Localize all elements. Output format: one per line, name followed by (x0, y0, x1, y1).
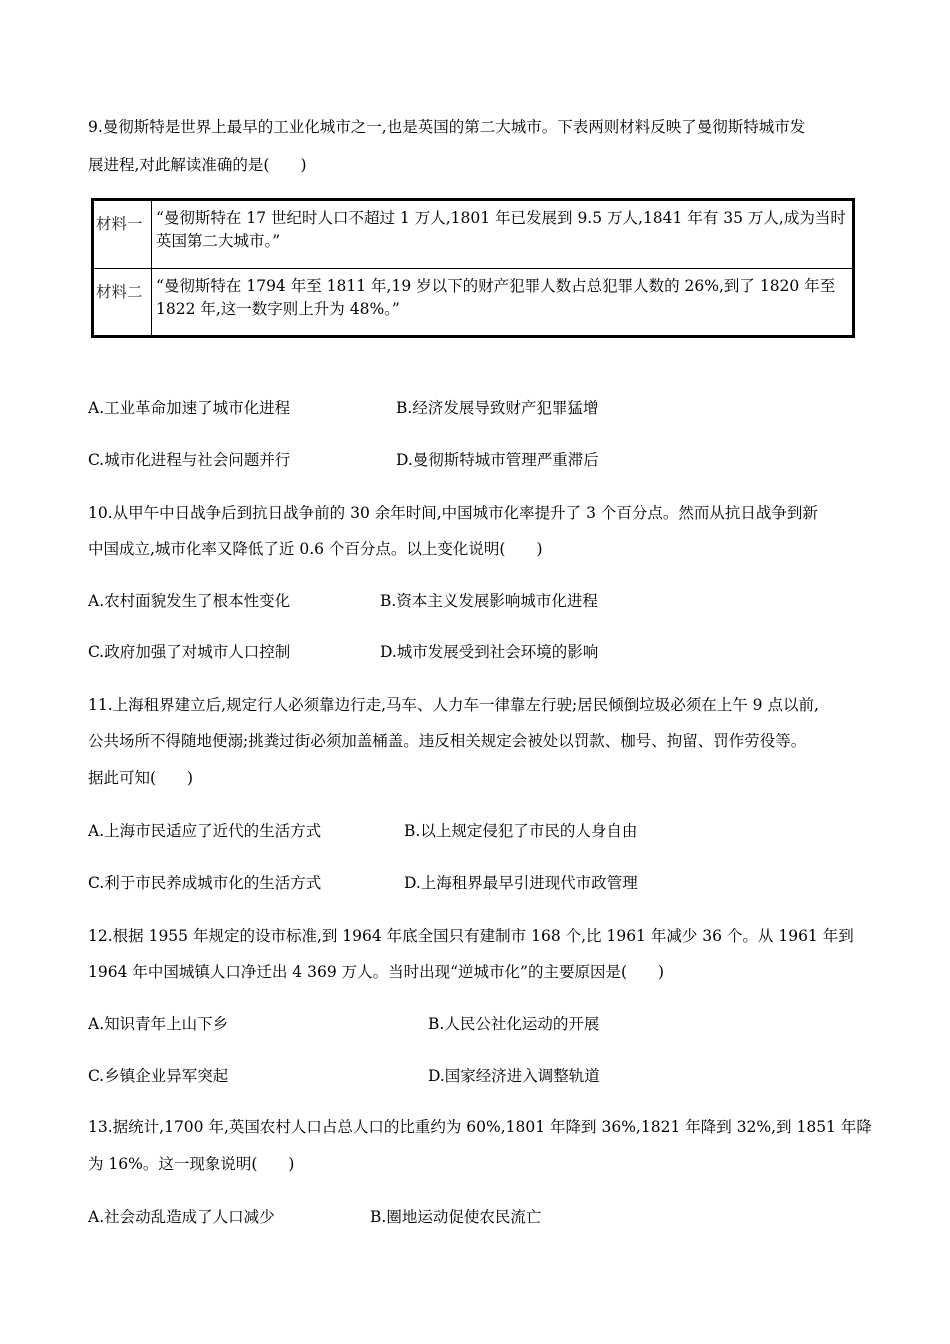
q10-option-b[interactable]: B.资本主义发展影响城市化进程 (380, 592, 598, 610)
q10-option-c[interactable]: C.政府加强了对城市人口控制 (88, 643, 291, 661)
q11-stem-line: 公共场所不得随地便溺;挑粪过街必须加盖桶盖。违反相关规定会被处以罚款、枷号、拘留、罚作劳役等。 (88, 732, 807, 750)
q13-option-a[interactable]: A.社会动乱造成了人口减少 (88, 1208, 275, 1226)
q11-stem-line: 11.上海租界建立后,规定行人必须靠边行走,马车、人力车一律靠左行驶;居民倾倒垃圾必须在上午 9 点以前, (88, 696, 819, 714)
q11-option-d[interactable]: D.上海租界最早引进现代市政管理 (404, 874, 638, 892)
q11-option-c[interactable]: C.利于市民养成城市化的生活方式 (88, 874, 322, 892)
material-label: 材料一 (93, 200, 152, 269)
material-label: 材料二 (93, 268, 152, 337)
q13-stem-line: 为 16%。这一现象说明( ) (88, 1155, 295, 1173)
material-text: “曼彻斯特在 17 世纪时人口不超过 1 万人,1801 年已发展到 9.5 万人,1841 年有 35 万人,成为当时英国第二大城市。” (152, 200, 854, 269)
material-text: “曼彻斯特在 1794 年至 1811 年,19 岁以下的财产犯罪人数占总犯罪人数的 26%,到了 1820 年至 1822 年,这一数字则上升为 48%。” (152, 268, 854, 337)
q13-stem-line: 13.据统计,1700 年,英国农村人口占总人口的比重约为 60%,1801 年降到 36%,1821 年降到 32%,到 1851 年降 (88, 1118, 872, 1136)
q13-option-b[interactable]: B.圈地运动促使农民流亡 (370, 1208, 542, 1226)
q12-option-d[interactable]: D.国家经济进入调整轨道 (428, 1067, 600, 1085)
q12-stem-line: 1964 年中国城镇人口净迁出 4 369 万人。当时出现“逆城市化”的主要原因是( ) (88, 963, 665, 981)
table-row (93, 268, 854, 337)
table-row (93, 200, 854, 269)
q10-stem-line: 中国成立,城市化率又降低了近 0.6 个百分点。以上变化说明( ) (88, 540, 543, 558)
q9-option-d[interactable]: D.曼彻斯特城市管理严重滞后 (396, 451, 599, 469)
q12-option-b[interactable]: B.人民公社化运动的开展 (428, 1015, 600, 1033)
material-table (91, 198, 855, 338)
q10-option-d[interactable]: D.城市发展受到社会环境的影响 (380, 643, 599, 661)
q11-option-a[interactable]: A.上海市民适应了近代的生活方式 (88, 822, 322, 840)
q9-stem-line: 9.曼彻斯特是世界上最早的工业化城市之一,也是英国的第二大城市。下表两则材料反映了曼彻斯特城市发 (88, 118, 806, 136)
q12-stem-line: 12.根据 1955 年规定的设市标准,到 1964 年底全国只有建制市 168 个,比 1961 年减少 36 个。从 1961 年到 (88, 927, 854, 945)
q9-stem-line: 展进程,对此解读准确的是( ) (88, 156, 307, 174)
q11-stem-line: 据此可知( ) (88, 769, 194, 787)
q12-option-c[interactable]: C.乡镇企业异军突起 (88, 1067, 229, 1085)
q10-option-a[interactable]: A.农村面貌发生了根本性变化 (88, 592, 291, 610)
q9-option-a[interactable]: A.工业革命加速了城市化进程 (88, 399, 291, 417)
q9-option-c[interactable]: C.城市化进程与社会问题并行 (88, 451, 291, 469)
q10-stem-line: 10.从甲午中日战争后到抗日战争前的 30 余年时间,中国城市化率提升了 3 个百分点。然而从抗日战争到新 (88, 504, 818, 522)
q11-option-b[interactable]: B.以上规定侵犯了市民的人身自由 (404, 822, 638, 840)
q9-option-b[interactable]: B.经济发展导致财产犯罪猛增 (396, 399, 599, 417)
q12-option-a[interactable]: A.知识青年上山下乡 (88, 1015, 229, 1033)
